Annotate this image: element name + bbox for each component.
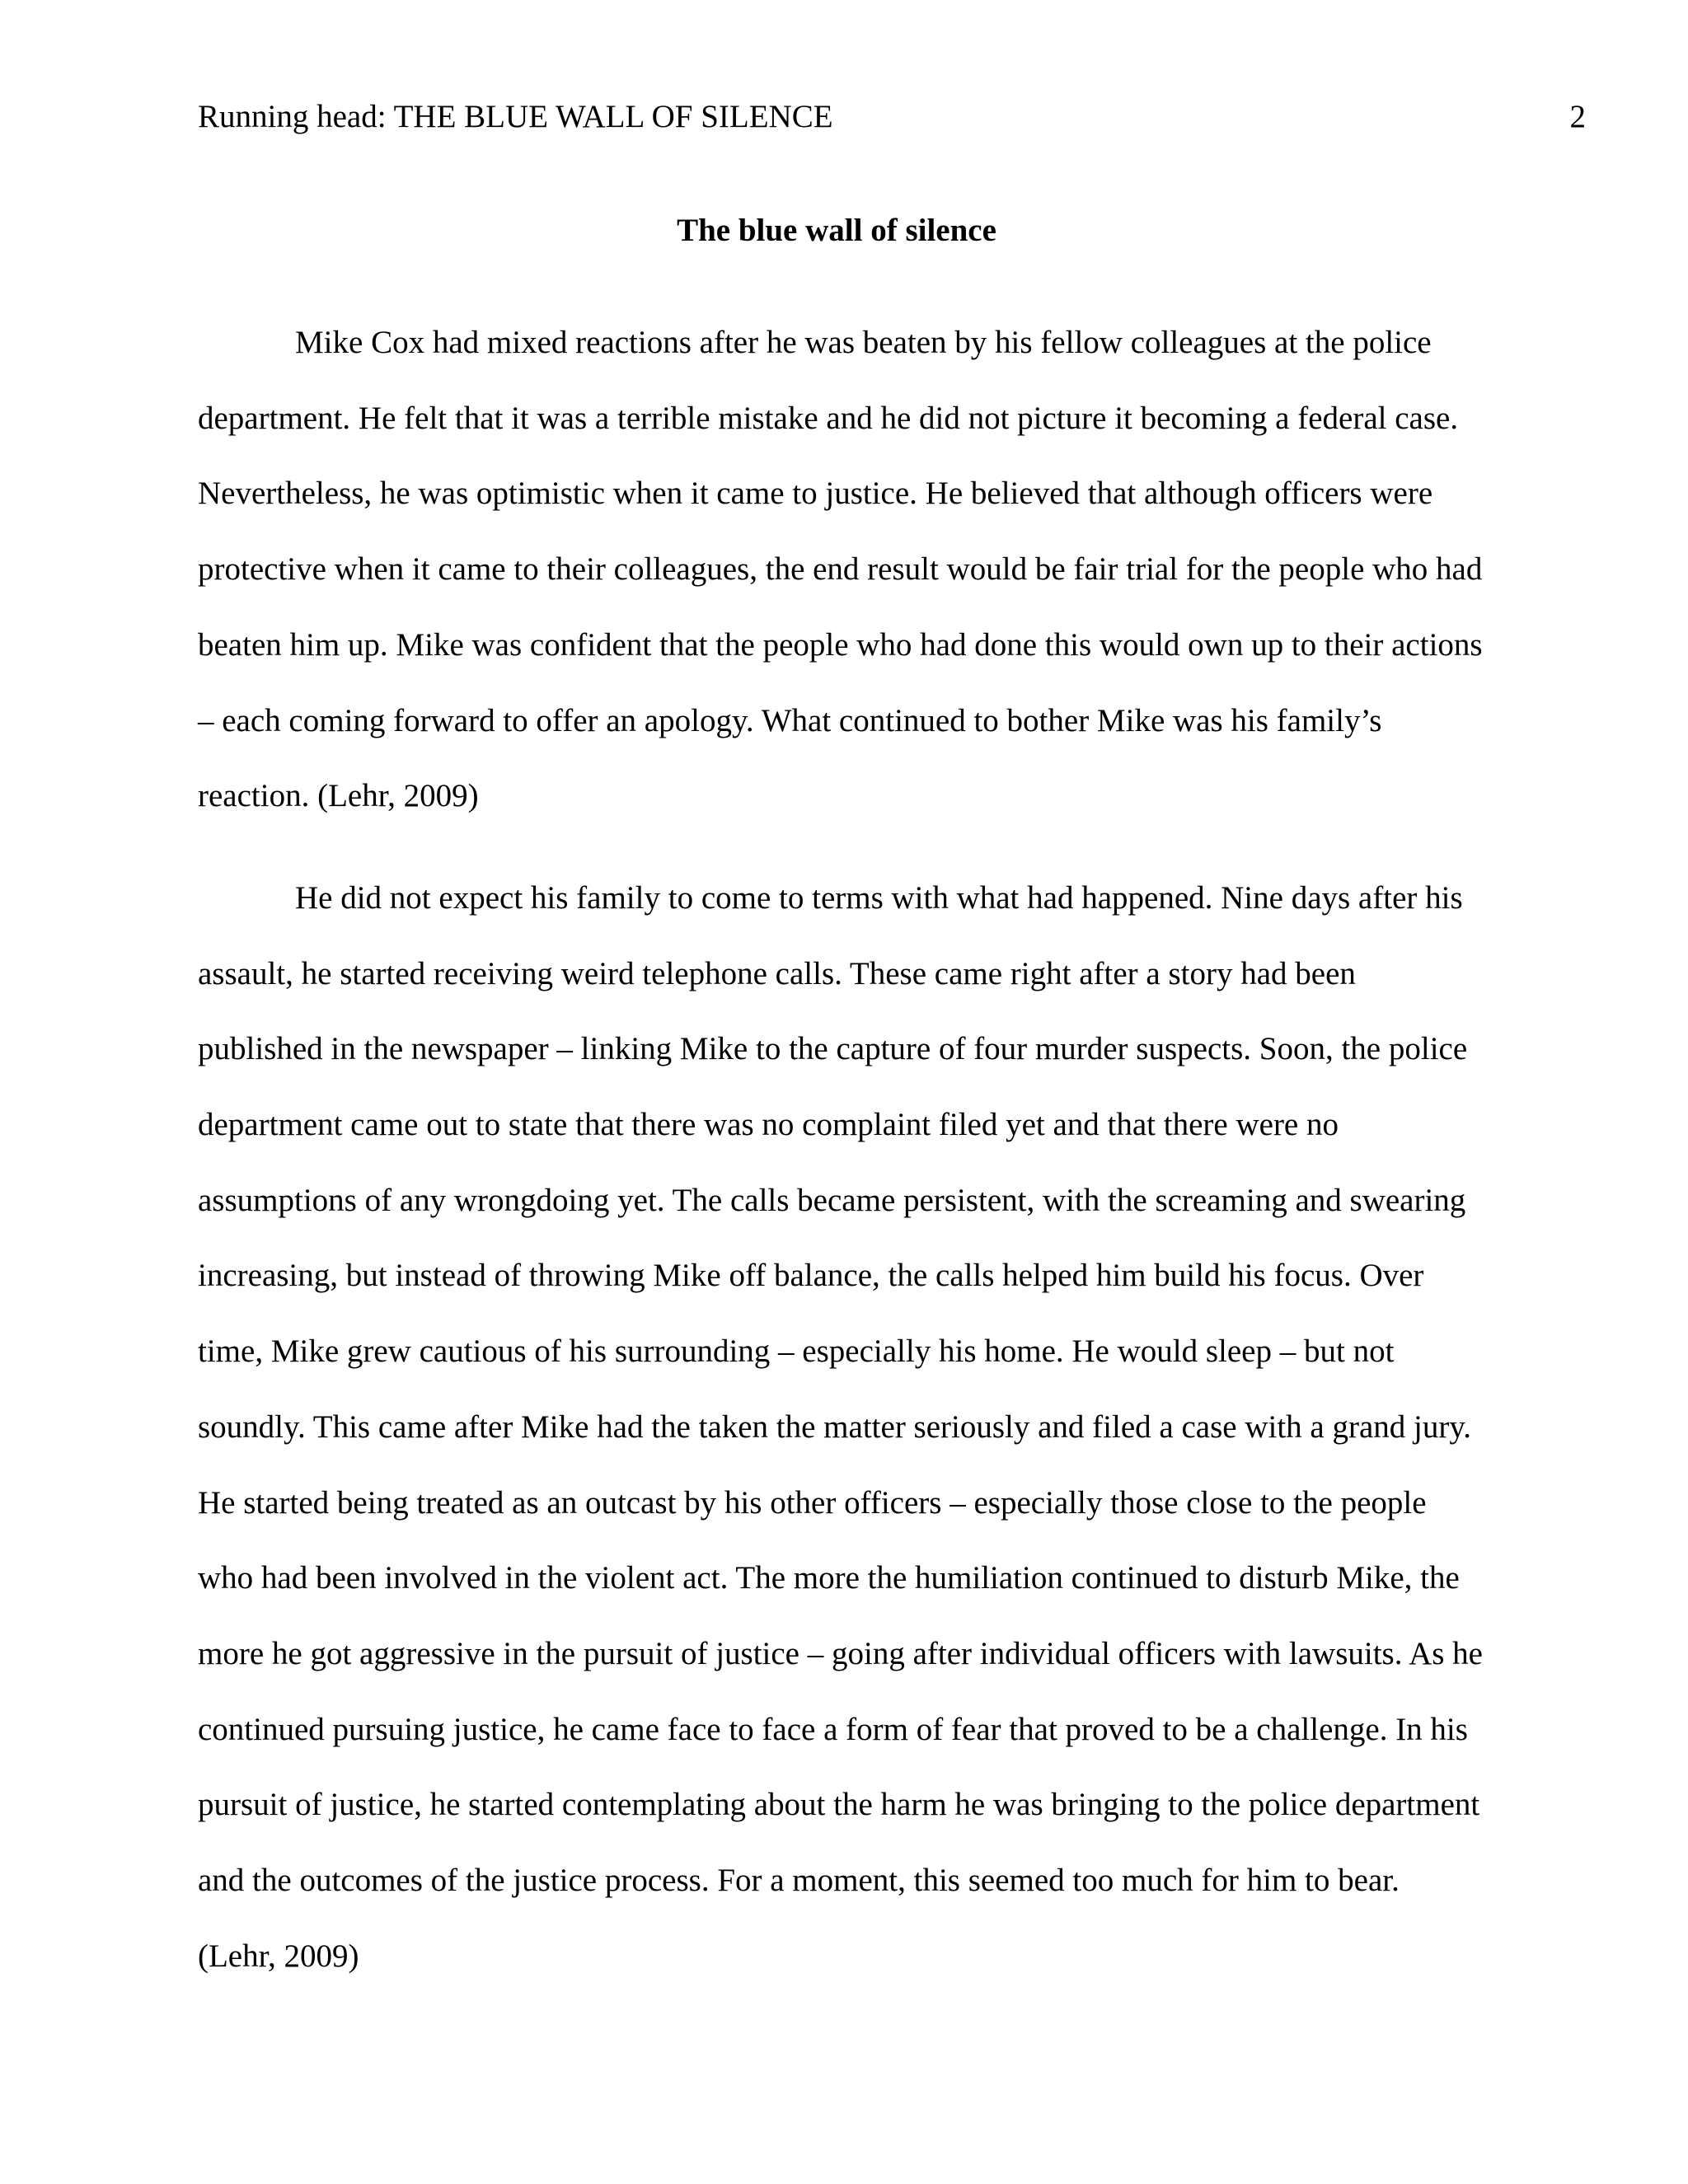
- page-number: 2: [1569, 99, 1586, 134]
- paragraph-1: Mike Cox had mixed reactions after he was beaten by his fellow colleagues at the police department. He felt that it was a terrible mistake and he did not picture it becoming a federal case. Nevertheless, he was optimistic when it came to justice. He believed that although officers were protective when it came to their colleagues, the end result would be fair trial for the people who had beaten him up. Mike was confident that the people who had done this would own up to their actions – each coming forward to offer an apology. What continued to bother Mike was his family’s reaction. (Lehr, 2009): [198, 325, 1483, 814]
- document-title: The blue wall of silence: [677, 213, 996, 248]
- paragraph-2: He did not expect his family to come to terms with what had happened. Nine days after his assault, he started receiving weird telephone calls. These came right after a story had been published in the newspaper – linking Mike to the capture of four murder suspects. Soon, the police department came out to state that there was no complaint filed yet and that there were no assumptions of any wrongdoing yet. The calls became persistent, with the screaming and swearing increasing, but instead of throwing Mike off balance, the calls helped him build his focus. Over time, Mike grew cautious of his surrounding – especially his home. He would sleep – but not soundly. This came after Mike had the taken the matter seriously and filed a case with a grand jury. He started being treated as an outcast by his other officers – especially those close to the people who had been involved in the violent act. The more the humiliation continued to disturb Mike, the more he got aggressive in the pursuit of justice – going after individual officers with lawsuits. As he continued pursuing justice, he came face to face a form of fear that proved to be a challenge. In his pursuit of justice, he started contemplating about the harm he was bringing to the police department and the outcomes of the justice process. For a moment, this seemed too much for him to bear. (Lehr, 2009): [198, 879, 1483, 1974]
- running-head: Running head: THE BLUE WALL OF SILENCE: [198, 99, 833, 134]
- page-header: [198, 92, 1586, 142]
- document-body: [198, 305, 1484, 1994]
